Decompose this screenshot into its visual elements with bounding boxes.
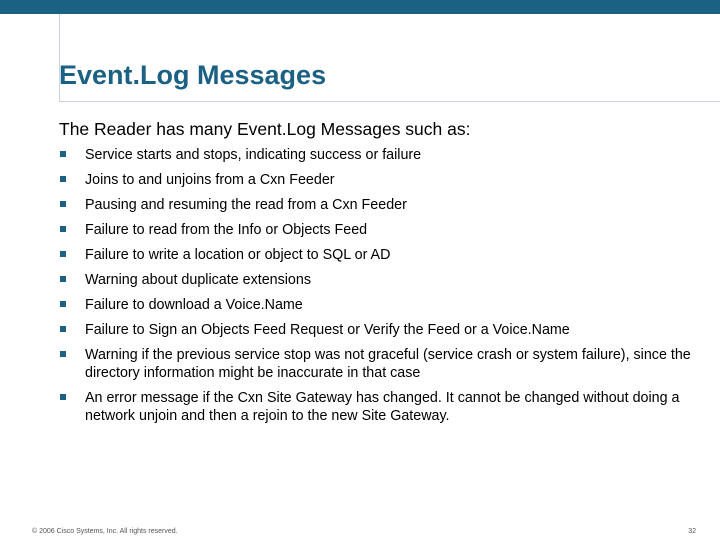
bullet-item (59, 246, 699, 264)
bullet-text: An error message if the Cxn Site Gateway has changed. It cannot be changed without doing a network unjoin and then a rejoin to the new Site Gateway. (85, 390, 680, 424)
bullet-text: Failure to read from the Info or Objects Feed (85, 222, 368, 238)
bullet-item (59, 389, 699, 425)
slide-intro: The Reader has many Event.Log Messages such as: (59, 119, 471, 139)
square-bullet-icon (60, 201, 66, 207)
square-bullet-icon (60, 351, 66, 357)
bullet-text: Failure to download a Voice.Name (85, 297, 303, 313)
footer-copyright: © 2006 Cisco Systems, Inc. All rights reserved. (32, 528, 178, 535)
square-bullet-icon (60, 276, 66, 282)
bullet-item (59, 221, 699, 239)
bullet-item (59, 321, 699, 339)
bullet-text: Joins to and unjoins from a Cxn Feeder (85, 172, 335, 188)
bullet-item (59, 171, 699, 189)
bullet-text: Service starts and stops, indicating success or failure (85, 147, 422, 163)
page-number: 32 (688, 528, 696, 535)
bullet-item (59, 196, 699, 214)
bullet-item (59, 146, 699, 164)
bullet-list (59, 146, 699, 432)
bullet-item (59, 296, 699, 314)
square-bullet-icon (60, 151, 66, 157)
top-accent-bar (0, 0, 720, 14)
square-bullet-icon (60, 326, 66, 332)
bullet-text: Warning if the previous service stop was not graceful (service crash or system failure), since the directory information might be inaccurate in that case (85, 347, 691, 381)
square-bullet-icon (60, 226, 66, 232)
bullet-text: Failure to write a location or object to SQL or AD (85, 247, 391, 263)
slide-title: Event.Log Messages (59, 60, 327, 90)
square-bullet-icon (60, 251, 66, 257)
bullet-text: Pausing and resuming the read from a Cxn Feeder (85, 197, 407, 213)
bullet-item (59, 346, 699, 382)
bullet-item (59, 271, 699, 289)
bullet-text: Warning about duplicate extensions (85, 272, 311, 288)
bullet-text: Failure to Sign an Objects Feed Request or Verify the Feed or a Voice.Name (85, 322, 570, 338)
square-bullet-icon (60, 301, 66, 307)
square-bullet-icon (60, 394, 66, 400)
square-bullet-icon (60, 176, 66, 182)
